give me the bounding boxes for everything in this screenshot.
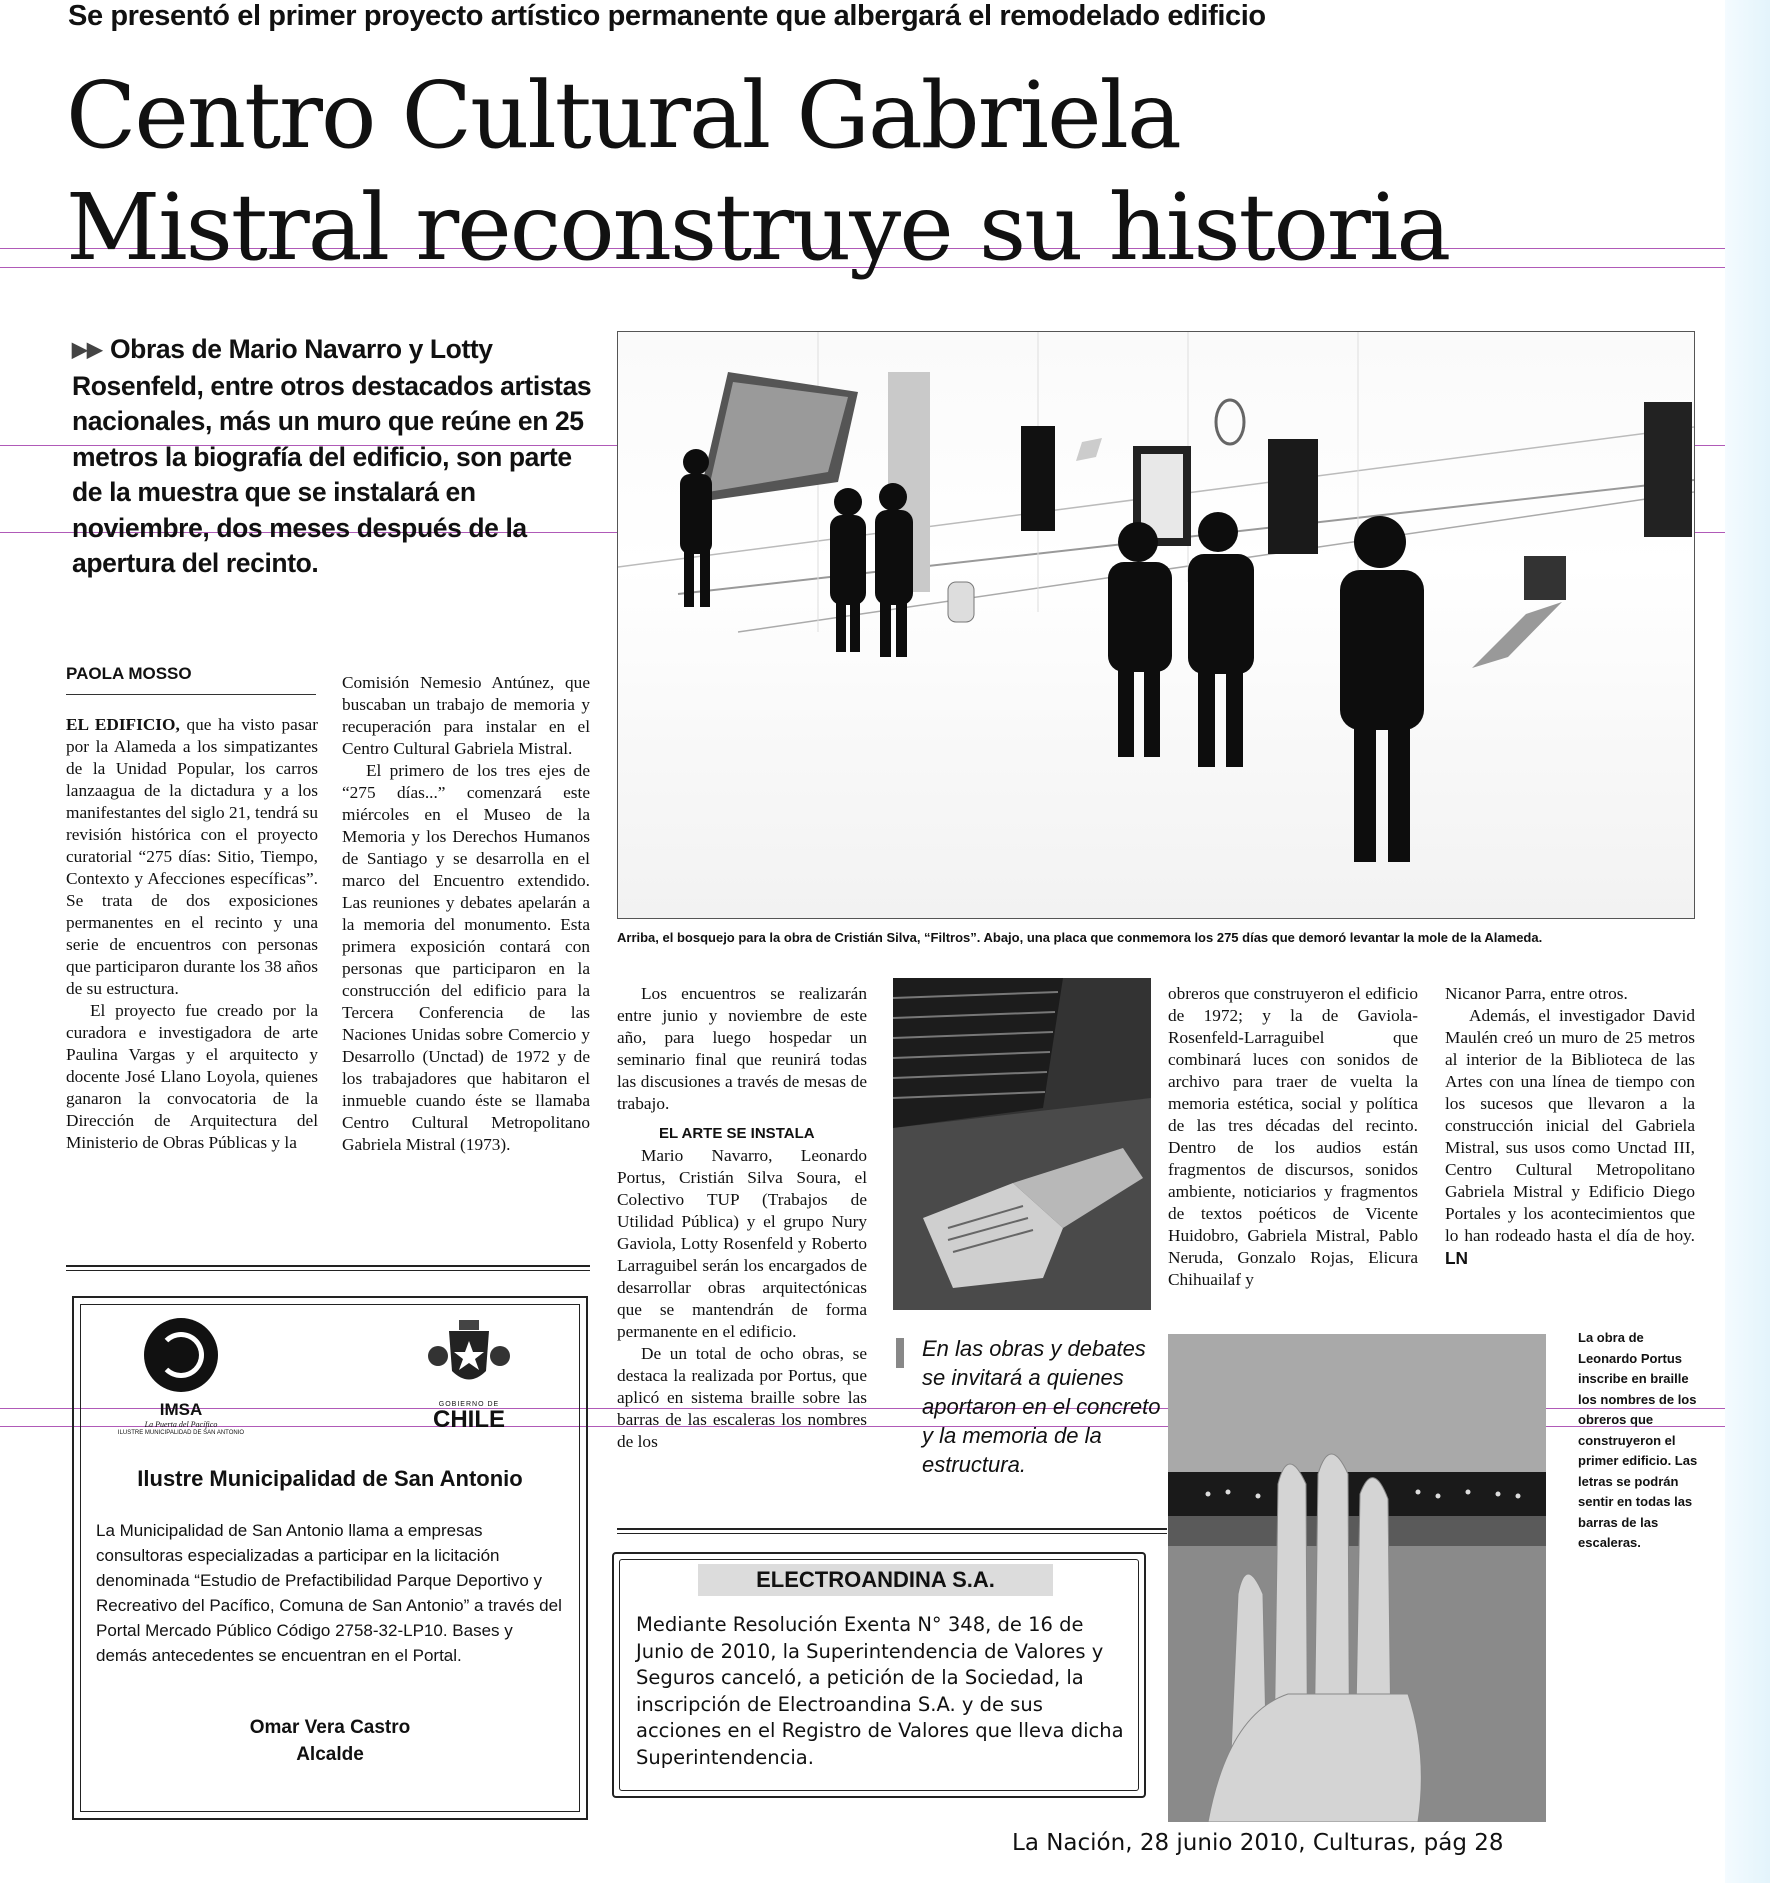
article-paragraph: De un total de ocho obras, se destaca la realizada por Portus, que aplicó en sistema braille sobre las barras de las escaleras los nombres de los <box>617 1344 867 1451</box>
double-arrow-icon: ▶▶ <box>72 339 102 361</box>
gallery-sketch-photo <box>617 331 1695 919</box>
chile-coat-of-arms-icon <box>424 1316 514 1396</box>
subhead: EL ARTE SE INSTALA <box>659 1125 815 1142</box>
article-paragraph: obreros que construyeron el edificio de 1972; y la de Gaviola-Rosenfeld-Larraguibel que combinará luces con sonidos de archivo para traer de vuelta la memoria estética, social y política de las tres décadas del recinto. Dentro de los audios están fragmentos de discursos, sonidos ambiente, noticiarios y fragmentos de textos poéticos de Vicente Huidobro, Gabriela Mistral, Pablo Neruda, Gonzalo Rojas, Elicura Chihuailaf y <box>1168 984 1418 1289</box>
article-column-5 <box>1445 983 1695 1270</box>
scan-edge-strip <box>1725 0 1770 1883</box>
headline-line-2: Mistral reconstruye su historia <box>66 174 1450 281</box>
source-note: La Nación, 28 junio 2010, Culturas, pág 28 <box>1012 1830 1504 1856</box>
article-paragraph: Nicanor Parra, entre otros. <box>1445 984 1628 1003</box>
article-column-1 <box>66 714 318 1154</box>
imsa-ring-text: ILUSTRE MUNICIPALIDAD DE SAN ANTONIO <box>117 1430 245 1436</box>
ad-title: Ilustre Municipalidad de San Antonio <box>137 1466 523 1491</box>
electroandina-ad <box>612 1552 1146 1798</box>
gobierno-de-text: GOBIERNO DE <box>438 1401 500 1408</box>
gallery-sketch-illustration <box>618 332 1694 918</box>
braille-hand-illustration <box>1168 1334 1546 1822</box>
article-paragraph: El proyecto fue creado por la curadora e investigadora de arte Paulina Vargas y el arquitecto y docente José Llano Loyola, quienes ganaron la convocatoria de la Dirección de Arquitectura del Ministerio de Obras Públicas y la <box>66 1001 318 1152</box>
plaque-illustration <box>893 978 1151 1310</box>
section-rule <box>617 1528 1167 1534</box>
article-paragraph: Mario Navarro, Leonardo Portus, Cristián Silva Soura, el Colectivo TUP (Trabajos de Utilidad Pública) y el grupo Nury Gaviola, Lotty Rosenfeld y Roberto Larraguibel serán los encargados de desarrollar obras arquitectónicas que se mantendrán de forma permanente en el edificio. <box>617 1146 867 1341</box>
dek <box>72 332 592 582</box>
braille-caption: La obra de Leonardo Portus inscribe en braille los nombres de los obreros que construyeron el primer edificio. Las letras se podrán sentir en todas las barras de las escaleras. <box>1578 1330 1698 1550</box>
imsa-wordmark: IMSA <box>159 1400 203 1419</box>
imsa-logo <box>116 1318 246 1436</box>
ad-signature <box>74 1714 586 1768</box>
section-rule <box>66 1265 590 1271</box>
chile-wordmark: CHILE <box>433 1406 505 1433</box>
signer-name: Omar Vera Castro <box>249 1717 411 1738</box>
article-paragraph: El primero de los tres ejes de “275 días...” comenzará este miércoles en el Museo de la Memoria y los Derechos Humanos de Santiago y se desarrolla en el marco del Encuentro extendido. Las reuniones y debates apelarán a la memoria del monumento. Esta primera exposición contará con personas que participaron en la construcción del edificio para la Tercera Conferencia de las Naciones Unidas sobre Comercio y Desarrollo (Unctad) de 1972 y de los trabajadores que habitaron el inmueble cuando éste se llamaba Centro Cultural Metropolitano Gabriela Mistral (1973). <box>342 761 590 1154</box>
byline: PAOLA MOSSO <box>66 664 316 695</box>
signoff: LN <box>1445 1248 1469 1268</box>
headline <box>66 60 1449 284</box>
article-paragraph: EL EDIFICIO, que ha visto pasar por la Alameda a los simpatizantes de la Unidad Popular, los carros lanzaagua de la dictadura y a los manifestantes del siglo 21, tendrá su revisión histórica con el proyecto curatorial “275 días: Sitio, Tiempo, Contexto y Afecciones específicas”. Se trata de dos exposiciones permanentes en el recinto y una serie de encuentros con personas que participaron durante los 38 años de su estructura. <box>66 715 318 998</box>
photo-caption: Arriba, el bosquejo para la obra de Cristián Silva, “Filtros”. Abajo, una placa que conmemora los 275 días que demoró levantar la mole de la Alameda. <box>617 930 1543 945</box>
kicker: Se presentó el primer proyecto artístico permanente que albergará el remodelado edificio <box>68 0 1266 32</box>
signer-role: Alcalde <box>296 1744 364 1765</box>
article-column-4 <box>1168 983 1418 1291</box>
headline-line-1: Centro Cultural Gabriela <box>66 62 1180 169</box>
article-paragraph: Además, el investigador David Maulén creó un muro de 25 metros al interior de la Biblioteca de las Artes con una línea de tiempo con los sucesos que llevaron a la construcción inicial del Gabriela Mistral, sus usos como Unctad III, Centro Cultural Metropolitano Gabriela Mistral y Edificio Diego Portales y los acontecimientos que lo han rodeado hasta el día de hoy. LN <box>1445 1006 1695 1268</box>
imsa-emblem-icon <box>144 1318 218 1392</box>
ad-body: Mediante Resolución Exenta N° 348, de 16 de Junio de 2010, la Superintendencia de Valores y Seguros canceló, a petición de la Sociedad, la inscripción de Electroandina S.A. y de sus acciones en el Registro de Valores que lleva dicha Superintendencia. <box>636 1613 1124 1769</box>
article-column-3 <box>617 983 867 1453</box>
ad-body: La Municipalidad de San Antonio llama a empresas consultoras especializadas a participar en la licitación denominada “Estudio de Prefactibilidad Parque Deportivo y Recreativo del Pacífico, Comuna de San Antonio” a través del Portal Mercado Público Código 2758-32-LP10. Bases y demás antecedentes se encuentran en el Portal. <box>96 1521 562 1665</box>
braille-hand-photo <box>1168 1334 1546 1822</box>
plaque-photo <box>893 978 1151 1310</box>
quote-bar <box>896 1338 904 1368</box>
dek-text: Obras de Mario Navarro y Lotty Rosenfeld, entre otros destacados artistas nacionales, más un muro que reúne en 25 metros la biografía del edificio, son parte de la muestra que se instalará en noviembre, dos meses después de la apertura del recinto. <box>72 334 592 578</box>
municipal-ad <box>72 1296 588 1820</box>
gobierno-chile-logo <box>414 1316 524 1432</box>
article-column-2 <box>342 672 590 1156</box>
pull-quote: En las obras y debates se invitará a quienes aportaron en el concreto y la memoria de la estructura. <box>896 1334 1172 1479</box>
lead-in: EL EDIFICIO, <box>66 715 180 734</box>
article-paragraph: Los encuentros se realizarán entre junio y noviembre de este año, para luego hospedar un seminario final que reunirá todas las discusiones a través de mesas de trabajo. <box>617 984 867 1113</box>
imsa-tagline: La Puerta del Pacífico <box>144 1420 218 1429</box>
article-paragraph: Comisión Nemesio Antúnez, que buscaban un trabajo de memoria y recuperación para instalar en el Centro Cultural Gabriela Mistral. <box>342 673 590 758</box>
ad-title: ELECTROANDINA S.A. <box>698 1564 1053 1596</box>
